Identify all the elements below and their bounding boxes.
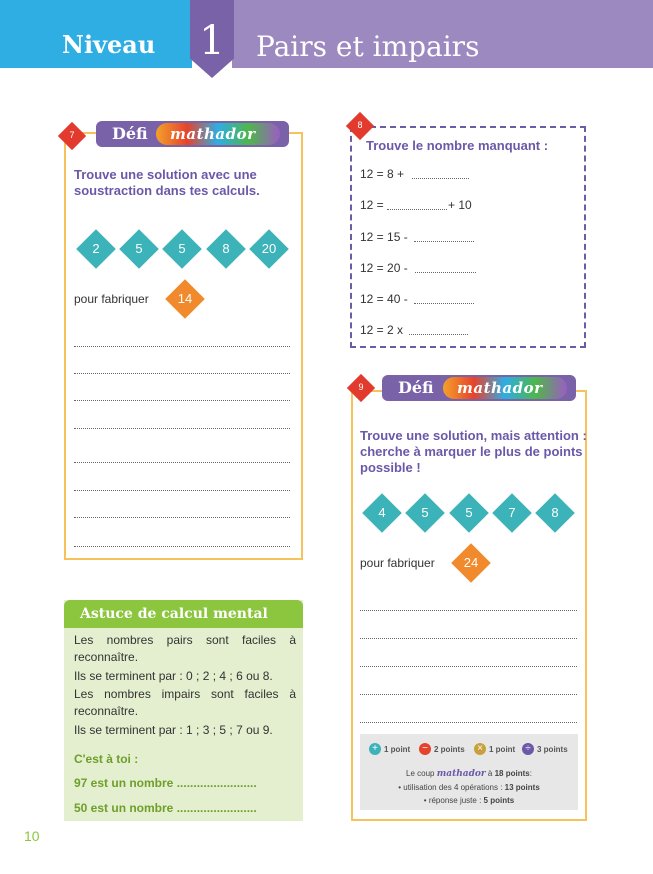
missing-number-blank[interactable] — [414, 303, 474, 304]
number-value: 5 — [421, 505, 429, 520]
equation-prefix: 12 = 40 - — [360, 292, 408, 306]
minus-icon: − — [419, 743, 431, 755]
answer-line[interactable] — [74, 546, 290, 547]
answer-line[interactable] — [74, 428, 290, 429]
divide-points: 3 points — [537, 745, 568, 754]
level-number: 1 — [199, 18, 225, 64]
coup-prefix: Le coup — [406, 769, 435, 778]
astuce-paragraph: Ils se terminent par : 1 ; 3 ; 5 ; 7 ou 9. — [74, 723, 273, 737]
bullet-1-points: 13 points — [504, 783, 540, 792]
bullet-2-text: • réponse juste : — [423, 796, 482, 805]
missing-number-blank[interactable] — [415, 272, 476, 273]
exercise-7-instruction-line2: soustraction dans tes calculs. — [74, 183, 260, 198]
number-value: 20 — [261, 241, 277, 256]
answer-line[interactable] — [74, 373, 290, 374]
exercise-8-number: 8 — [357, 120, 363, 130]
equation-prefix: 12 = 2 x — [360, 323, 404, 337]
mathador-logo-text: mathador — [170, 125, 256, 143]
answer-line[interactable] — [74, 400, 290, 401]
times-icon: × — [474, 743, 486, 755]
answer-line[interactable] — [74, 346, 290, 347]
coup-mid: à — [487, 769, 493, 778]
astuce-question-2[interactable]: 50 est un nombre ........................ — [74, 801, 257, 815]
number-value: 5 — [465, 505, 473, 520]
bullet-1-text: • utilisation des 4 opérations : — [398, 783, 503, 792]
target-label: pour fabriquer — [74, 292, 149, 306]
bullet-line-1 — [360, 783, 578, 792]
plus-icon: + — [369, 743, 381, 755]
coup-colon: : — [529, 769, 532, 778]
missing-number-blank[interactable] — [387, 209, 447, 210]
equation-prefix: 12 = 20 - — [360, 261, 408, 275]
missing-number-blank[interactable] — [409, 334, 468, 335]
astuce-paragraph: Les nombres impairs sont faciles à reconnaître. — [74, 687, 296, 718]
number-value: 5 — [178, 241, 186, 256]
target-value: 24 — [463, 555, 479, 570]
astuce-question-1[interactable]: 97 est un nombre ........................ — [74, 776, 257, 790]
bullet-2-points: 5 points — [483, 796, 515, 805]
astuce-prompt: C'est à toi : — [74, 752, 139, 766]
page-title: Pairs et impairs — [256, 30, 480, 63]
number-value: 8 — [551, 505, 559, 520]
exercise-9-instruction-line1: Trouve une solution, mais attention : — [360, 428, 587, 443]
exercise-7-number: 7 — [69, 130, 75, 140]
times-points: 1 point — [489, 745, 516, 754]
minus-points: 2 points — [434, 745, 465, 754]
defi-label: Défi — [112, 124, 148, 143]
astuce-paragraph: Les nombres pairs sont faciles à reconnaître. — [74, 633, 296, 664]
number-value: 4 — [378, 505, 386, 520]
number-value: 8 — [222, 241, 230, 256]
number-value: 7 — [508, 505, 516, 520]
answer-line[interactable] — [360, 610, 577, 611]
coup-mathador-logo: mathador — [436, 769, 486, 779]
missing-number-blank[interactable] — [414, 241, 474, 242]
number-value: 2 — [92, 241, 100, 256]
answer-line[interactable] — [74, 462, 290, 463]
exercise-8-title: Trouve le nombre manquant : — [366, 138, 549, 153]
answer-line[interactable] — [360, 722, 577, 723]
exercise-9-instruction-line2: cherche à marquer le plus de points — [360, 444, 583, 459]
missing-number-blank[interactable] — [412, 178, 469, 179]
astuce-title: Astuce de calcul mental — [80, 606, 268, 622]
answer-line[interactable] — [360, 694, 577, 695]
bullet-line-2 — [360, 796, 578, 805]
target-label: pour fabriquer — [360, 556, 435, 570]
equation-suffix: + 10 — [448, 198, 472, 212]
coup-mathador-line — [360, 769, 578, 779]
equation-prefix: 12 = — [360, 198, 384, 212]
page-number: 10 — [24, 828, 40, 844]
coup-points: 18 points — [494, 769, 530, 778]
mathador-logo-text: mathador — [457, 379, 543, 397]
equation-prefix: 12 = 8 + — [360, 167, 405, 181]
answer-line[interactable] — [360, 666, 577, 667]
exercise-7-instruction-line1: Trouve une solution avec une — [74, 167, 257, 182]
target-value: 14 — [177, 291, 193, 306]
astuce-paragraph: Ils se terminent par : 0 ; 2 ; 4 ; 6 ou 8. — [74, 669, 273, 683]
equation-prefix: 12 = 15 - — [360, 230, 408, 244]
defi-label: Défi — [398, 378, 434, 397]
number-value: 5 — [135, 241, 143, 256]
level-label: Niveau — [62, 30, 156, 59]
exercise-9-number: 9 — [358, 382, 364, 392]
answer-line[interactable] — [360, 638, 577, 639]
exercise-9-instruction-line3: possible ! — [360, 460, 421, 475]
answer-line[interactable] — [74, 517, 290, 518]
answer-line[interactable] — [74, 490, 290, 491]
divide-icon: ÷ — [522, 743, 534, 755]
plus-points: 1 point — [384, 745, 411, 754]
